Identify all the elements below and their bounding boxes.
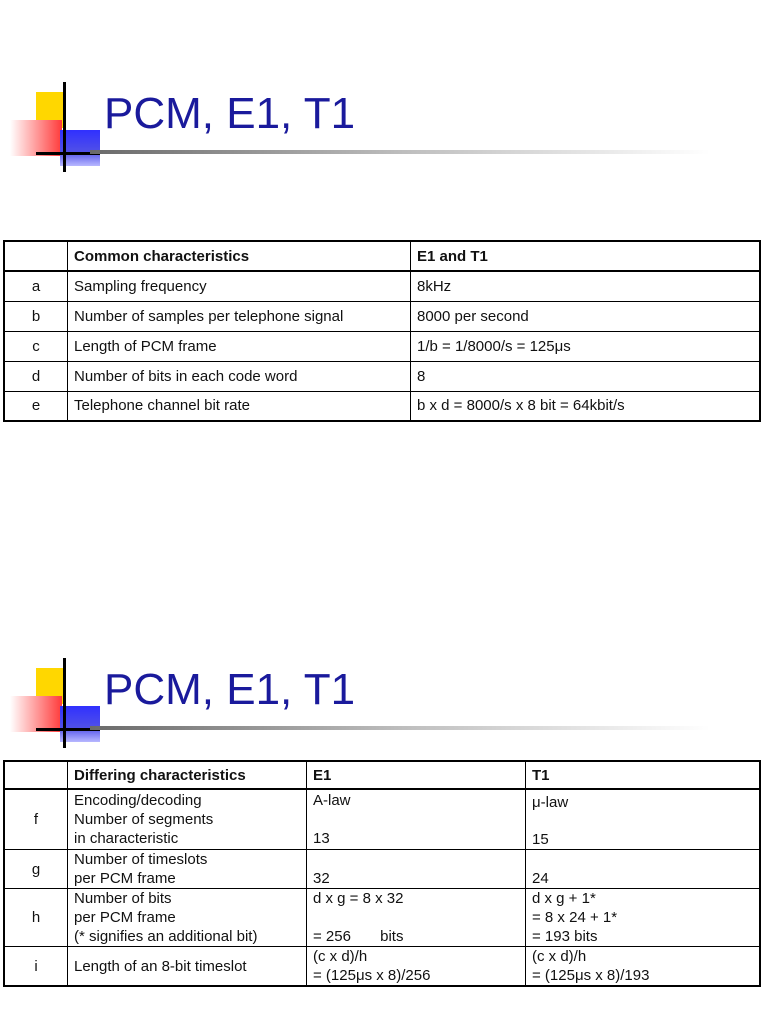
- row-characteristic: Length of an 8-bit timeslot: [68, 947, 307, 987]
- row-key: g: [4, 850, 68, 889]
- row-value: 1/b = 1/8000/s = 125μs: [411, 331, 761, 361]
- row-t1: [526, 947, 761, 987]
- header-value: E1 and T1: [411, 241, 761, 271]
- title-divider: [90, 150, 710, 154]
- row-value: 8: [411, 361, 761, 391]
- row-characteristic: Number of bits in each code word: [68, 361, 411, 391]
- row-characteristic: Sampling frequency: [68, 271, 411, 301]
- row-characteristic: Telephone channel bit rate: [68, 391, 411, 421]
- table-row: [4, 271, 760, 301]
- row-key: a: [4, 271, 68, 301]
- title-ornament-icon: [10, 82, 100, 172]
- row-e1: [307, 947, 526, 987]
- table-row: [4, 789, 760, 850]
- row-characteristic: Length of PCM frame: [68, 331, 411, 361]
- slide-2: [0, 512, 768, 1024]
- row-key: d: [4, 361, 68, 391]
- row-key: e: [4, 391, 68, 421]
- header-t1: T1: [526, 761, 761, 789]
- header-key: [4, 241, 68, 271]
- row-e1: [307, 789, 526, 850]
- row-t1: [526, 789, 761, 850]
- row-key: h: [4, 889, 68, 947]
- table-row: [4, 391, 760, 421]
- row-characteristic: Number of bits per PCM frame (* signifies an additional bit): [68, 889, 307, 947]
- title-divider: [90, 726, 710, 730]
- e1-top-value: A-law: [313, 792, 351, 809]
- t1-top-value: μ-law: [532, 794, 569, 811]
- table-header-row: [4, 241, 760, 271]
- t1-top-value: d x g + 1* = 8 x 24 + 1* = 193 bits: [532, 890, 618, 945]
- common-characteristics-table: [3, 240, 761, 422]
- row-key: f: [4, 789, 68, 850]
- row-t1: [526, 850, 761, 889]
- slide-title: PCM, E1, T1: [104, 665, 356, 714]
- table-row: [4, 947, 760, 987]
- t1-top-value: (c x d)/h = (125μs x 8)/193: [532, 948, 650, 984]
- row-t1: [526, 889, 761, 947]
- row-key: i: [4, 947, 68, 987]
- header-e1: E1: [307, 761, 526, 789]
- t1-bottom-value: 24: [532, 870, 549, 887]
- header-characteristic: Differing characteristics: [68, 761, 307, 789]
- e1-bottom-value: 32: [313, 870, 330, 887]
- row-key: c: [4, 331, 68, 361]
- header-key: [4, 761, 68, 789]
- row-key: b: [4, 301, 68, 331]
- table-row: [4, 301, 760, 331]
- row-value: b x d = 8000/s x 8 bit = 64kbit/s: [411, 391, 761, 421]
- row-e1: [307, 850, 526, 889]
- title-ornament-icon: [10, 658, 100, 748]
- e1-top-value: (c x d)/h = (125μs x 8)/256: [313, 948, 431, 984]
- t1-bottom-value: 15: [532, 831, 549, 848]
- table-row: [4, 331, 760, 361]
- row-characteristic: Number of samples per telephone signal: [68, 301, 411, 331]
- slide-title: PCM, E1, T1: [104, 89, 356, 138]
- row-value: 8kHz: [411, 271, 761, 301]
- row-characteristic: Encoding/decoding Number of segments in characteristic: [68, 789, 307, 850]
- row-value: 8000 per second: [411, 301, 761, 331]
- row-characteristic: Number of timeslots per PCM frame: [68, 850, 307, 889]
- table-row: [4, 889, 760, 947]
- header-characteristic: Common characteristics: [68, 241, 411, 271]
- table-row: [4, 361, 760, 391]
- row-e1: [307, 889, 526, 947]
- table-row: [4, 850, 760, 889]
- e1-bottom-value: = 256 bits: [313, 928, 404, 945]
- e1-top-value: d x g = 8 x 32: [313, 890, 404, 907]
- table-header-row: [4, 761, 760, 789]
- e1-bottom-value: 13: [313, 830, 330, 847]
- differing-characteristics-table: [3, 760, 761, 987]
